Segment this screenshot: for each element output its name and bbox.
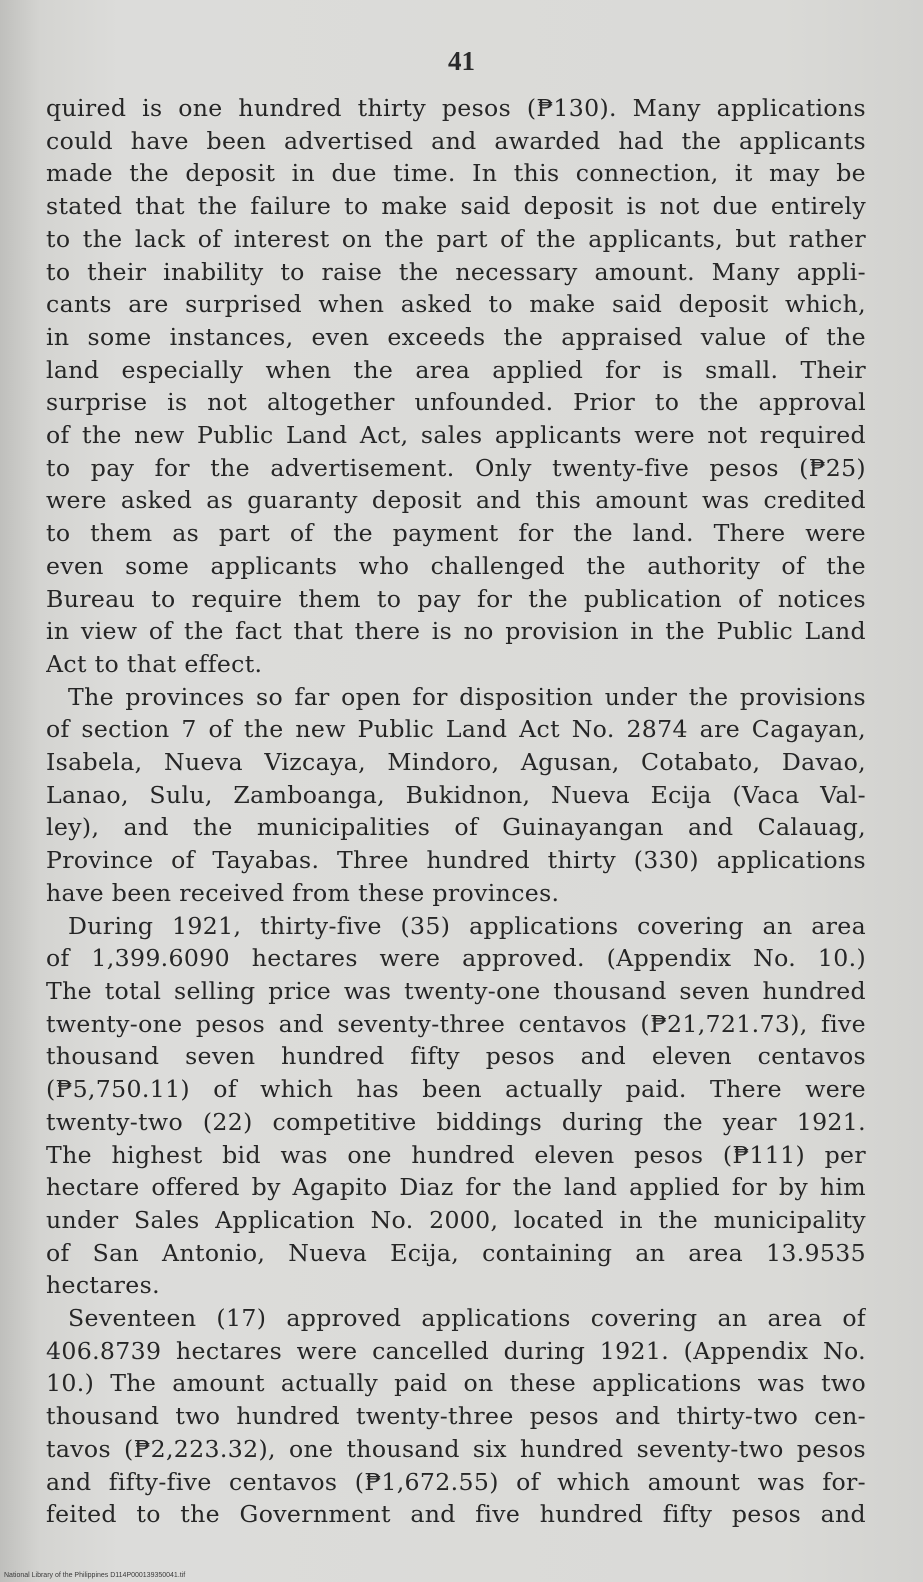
- text-line: even some applicants who challenged the authority of the: [46, 551, 866, 580]
- text-line: were asked as guaranty deposit and this amount was credited: [46, 486, 866, 515]
- text-line: thousand seven hundred fifty pesos and eleven centavos: [46, 1042, 866, 1071]
- text-line: The highest bid was one hundred eleven pesos (₱111) per: [46, 1140, 866, 1169]
- text-line: hectares.: [46, 1271, 160, 1300]
- text-line: of San Antonio, Nueva Ecija, containing an area 13.9535: [46, 1238, 866, 1267]
- text-line: of section 7 of the new Public Land Act No. 2874 are Cagayan,: [46, 715, 866, 744]
- text-line: thousand two hundred twenty-three pesos and thirty-two cen-: [46, 1402, 866, 1431]
- text-line: Isabela, Nueva Vizcaya, Mindoro, Agusan, Cotabato, Davao,: [46, 748, 866, 777]
- text-line: to pay for the advertisement. Only twenty-five pesos (₱25): [46, 453, 866, 482]
- text-line: land especially when the area applied for is small. Their: [46, 355, 866, 384]
- text-line: to the lack of interest on the part of the applicants, but rather: [46, 224, 866, 253]
- text-line: under Sales Application No. 2000, located in the municipality: [46, 1205, 866, 1234]
- text-line: have been received from these provinces.: [46, 878, 560, 907]
- text-line: twenty-one pesos and seventy-three centavos (₱21,721.73), five: [46, 1009, 866, 1038]
- text-line: of the new Public Land Act, sales applicants were not required: [46, 421, 866, 450]
- text-line: cants are surprised when asked to make said deposit which,: [46, 290, 866, 319]
- text-line: feited to the Government and five hundred fifty pesos and: [46, 1500, 866, 1529]
- text-line: (₱5,750.11) of which has been actually paid. There were: [46, 1075, 866, 1104]
- text-line: made the deposit in due time. In this connection, it may be: [46, 159, 866, 188]
- text-line: 406.8739 hectares were cancelled during 1921. (Appendix No.: [46, 1336, 866, 1365]
- text-line: to them as part of the payment for the land. There were: [46, 519, 866, 548]
- text-line: hectare offered by Agapito Diaz for the land applied for by him: [46, 1173, 866, 1202]
- text-line: Bureau to require them to pay for the publication of notices: [46, 584, 866, 613]
- text-line: Lanao, Sulu, Zamboanga, Bukidnon, Nueva Ecija (Vaca Val-: [46, 780, 866, 809]
- text-line: Province of Tayabas. Three hundred thirty (330) applications: [46, 846, 866, 875]
- paragraph-first-line: Seventeen (17) approved applications covering an area of: [68, 1304, 866, 1333]
- footer-credit: National Library of the Philippines D114P000139350041.tif: [4, 1572, 186, 1579]
- page-number: 41: [448, 46, 475, 76]
- text-line: ley), and the municipalities of Guinayangan and Calauag,: [46, 813, 866, 842]
- text-line: stated that the failure to make said deposit is not due entirely: [46, 192, 866, 221]
- text-line: of 1,399.6090 hectares were approved. (Appendix No. 10.): [46, 944, 866, 973]
- text-line: quired is one hundred thirty pesos (₱130). Many applications: [46, 94, 866, 122]
- text-line: in some instances, even exceeds the appraised value of the: [46, 322, 866, 351]
- body-text: [46, 92, 866, 1531]
- paragraph-first-line: During 1921, thirty-five (35) applications covering an area: [68, 911, 866, 940]
- text-line: could have been advertised and awarded had the applicants: [46, 126, 866, 155]
- text-line: and fifty-five centavos (₱1,672.55) of which amount was for-: [46, 1467, 866, 1496]
- text-line: in view of the fact that there is no provision in the Public Land: [46, 617, 866, 646]
- paragraph-first-line: The provinces so far open for disposition under the provisions: [68, 682, 866, 711]
- text-line: twenty-two (22) competitive biddings during the year 1921.: [46, 1107, 866, 1136]
- text-line: 10.) The amount actually paid on these applications was two: [46, 1369, 866, 1398]
- text-line: surprise is not altogether unfounded. Prior to the approval: [46, 388, 866, 417]
- text-line: Act to that effect.: [46, 649, 263, 678]
- text-line: tavos (₱2,223.32), one thousand six hundred seventy-two pesos: [46, 1434, 866, 1463]
- text-line: to their inability to raise the necessary amount. Many appli-: [46, 257, 866, 286]
- text-line: The total selling price was twenty-one thousand seven hundred: [46, 976, 866, 1005]
